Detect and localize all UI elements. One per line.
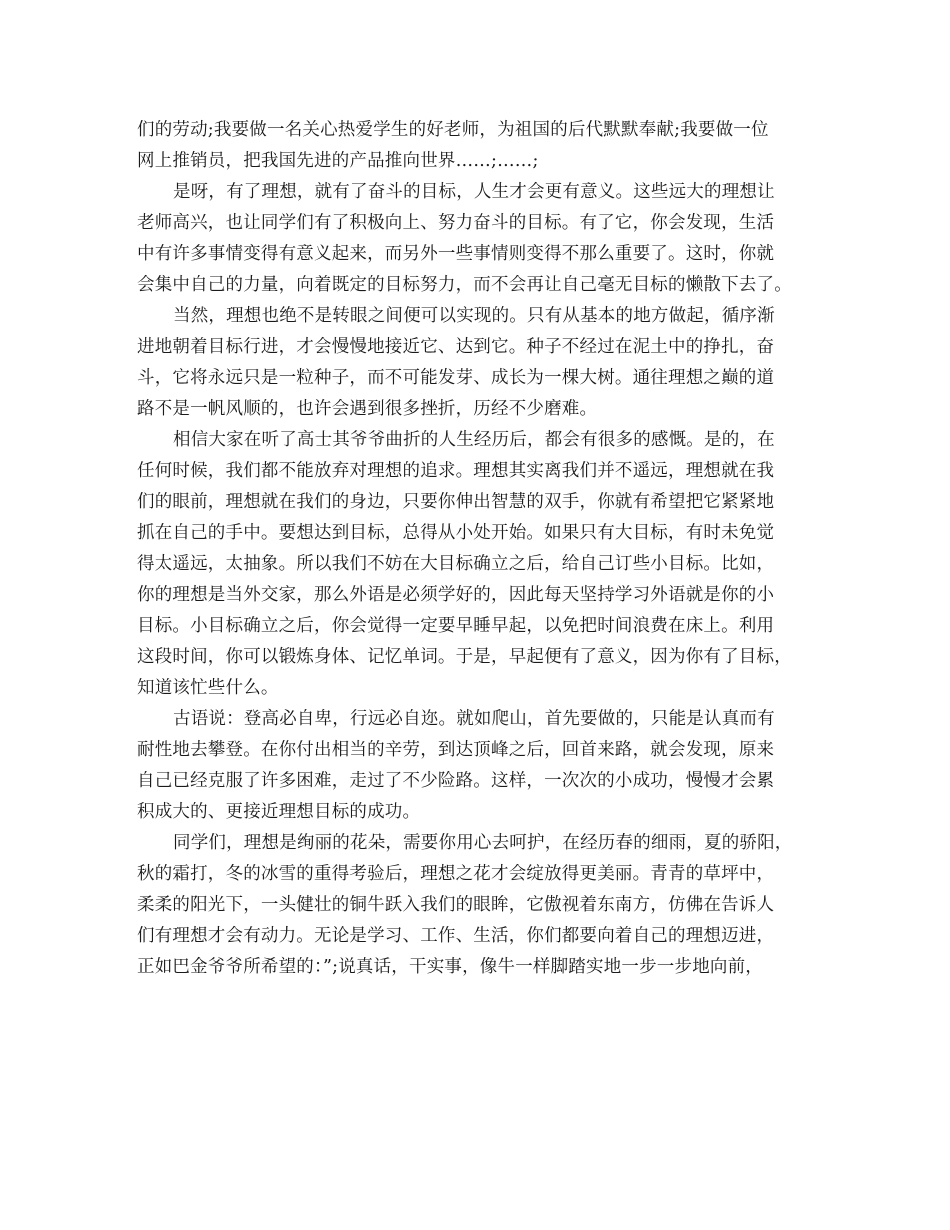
text-line: 正如巴金爷爷所希望的：”;说真话，干实事，像牛一样脚踏实地一步一步地向前， [137, 957, 763, 977]
text-line: 任何时候，我们都不能放弃对理想的追求。理想其实离我们并不遥远，理想就在我 [137, 461, 775, 481]
paragraph [137, 301, 827, 425]
text-line: 这段时间，你可以锻炼身体、记忆单词。于是，早起便有了意义，因为你有了目标， [137, 647, 792, 667]
text-line: 路不是一帆风顺的，也许会遇到很多挫折，历经不少磨难。 [137, 399, 598, 419]
text-line: 积成大的、更接近理想目标的成功。 [137, 802, 421, 822]
text-line: 老师高兴，也让同学们有了积极向上、努力奋斗的目标。有了它，你会发现，生活 [137, 213, 775, 233]
text-line: 斗，它将永远只是一粒种子，而不可能发芽、成长为一棵大树。通往理想之巅的道 [137, 368, 775, 388]
paragraph [137, 828, 827, 983]
text-line: 古语说：登高必自卑，行远必自迩。就如爬山，首先要做的，只能是认真而有 [173, 709, 775, 729]
text-line: 相信大家在听了高士其爷爷曲折的人生经历后，都会有很多的感慨。是的，在 [173, 430, 775, 450]
paragraph-continuation [137, 115, 827, 177]
text-line: 中有许多事情变得有意义起来，而另外一些事情则变得不那么重要了。这时，你就 [137, 244, 775, 264]
text-line: 柔柔的阳光下，一头健壮的铜牛跃入我们的眼眸，它傲视着东南方，仿佛在告诉人 [137, 895, 775, 915]
text-line: 得太遥远，太抽象。所以我们不妨在大目标确立之后，给自己订些小目标。比如， [137, 554, 775, 574]
text-line: 知道该忙些什么。 [137, 678, 279, 698]
text-line: 秋的霜打，冬的冰雪的重得考验后，理想之花才会绽放得更美丽。青青的草坪中， [137, 864, 775, 884]
text-line: 们的眼前，理想就在我们的身边，只要你伸出智慧的双手，你就有希望把它紧紧地 [137, 492, 775, 512]
text-line: 网上推销员，把我国先进的产品推向世界……;……; [137, 151, 539, 171]
text-line: 抓在自己的手中。要想达到目标，总得从小处开始。如果只有大目标，有时未免觉 [137, 523, 775, 543]
text-line: 耐性地去攀登。在你付出相当的辛劳，到达顶峰之后，回首来路，就会发现，原来 [137, 740, 775, 760]
paragraph [137, 425, 827, 704]
document-body [137, 115, 827, 983]
text-line: 自己已经克服了许多困难，走过了不少险路。这样，一次次的小成功，慢慢才会累 [137, 771, 775, 791]
text-line: 们有理想才会有动力。无论是学习、工作、生活，你们都要向着自己的理想迈进， [137, 926, 775, 946]
text-line: 是呀，有了理想，就有了奋斗的目标，人生才会更有意义。这些远大的理想让 [173, 182, 775, 202]
text-line: 当然，理想也绝不是转眼之间便可以实现的。只有从基本的地方做起，循序渐 [173, 306, 775, 326]
text-line: 目标。小目标确立之后，你会觉得一定要早睡早起，以免把时间浪费在床上。利用 [137, 616, 775, 636]
paragraph [137, 704, 827, 828]
text-line: 会集中自己的力量，向着既定的目标努力，而不会再让自己毫无目标的懒散下去了。 [137, 275, 792, 295]
text-line: 同学们，理想是绚丽的花朵，需要你用心去呵护，在经历春的细雨，夏的骄阳， [173, 833, 793, 853]
text-line: 们的劳动;我要做一名关心热爱学生的好老师，为祖国的后代默默奉献;我要做一位 [137, 120, 769, 140]
text-line: 你的理想是当外交家，那么外语是必须学好的，因此每天坚持学习外语就是你的小 [137, 585, 775, 605]
text-line: 进地朝着目标行进，才会慢慢地接近它、达到它。种子不经过在泥土中的挣扎，奋 [137, 337, 775, 357]
paragraph [137, 177, 827, 301]
